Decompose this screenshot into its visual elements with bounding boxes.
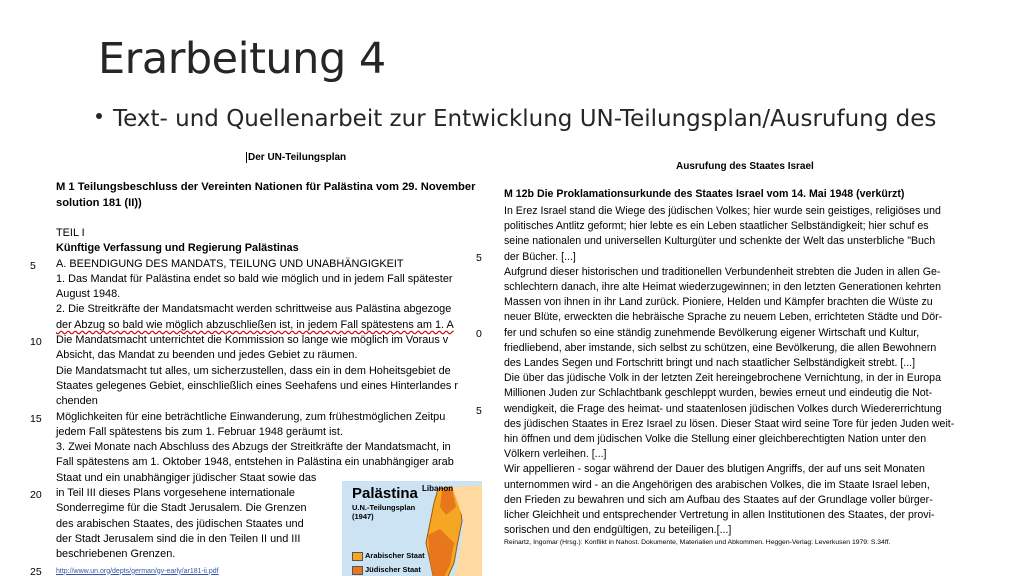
doc-line: 2. Die Streitkräfte der Mandatsmacht werden schrittweise aus Palästina abgezoge bbox=[56, 303, 452, 316]
map-title: Palästina bbox=[352, 485, 418, 502]
line-number: 5 bbox=[30, 260, 36, 272]
doc-line: seine nationalen und universellen Kulturgüter und schenkte der Welt das unsterbliche "Buch bbox=[504, 235, 936, 248]
right-doc-body bbox=[504, 204, 954, 538]
doc-line: TEIL I bbox=[56, 227, 85, 239]
legend-swatch bbox=[352, 552, 363, 561]
right-edge-number: 5 bbox=[476, 405, 482, 417]
bullet-dot-icon bbox=[96, 113, 102, 119]
legend-arab bbox=[352, 551, 425, 561]
doc-line: Millionen Juden zur Schlachtbank geschleppt wurden, bewies erneut und eindeutig die Not- bbox=[504, 387, 933, 400]
line-number: 15 bbox=[30, 413, 42, 425]
partition-map bbox=[342, 481, 482, 576]
doc-line: der Abzug so bald wie möglich abzuschließen ist, in jedem Fall spätestens am 1. A bbox=[56, 318, 454, 331]
doc-line: Völkern verleihen. [...] bbox=[504, 448, 607, 461]
doc-line: friedliebend, aber imstande, sich selbst zu schützen, eine Bevölkerung, die allen Bewohnern bbox=[504, 341, 937, 354]
doc-line: fer und schufen so eine ständig zunehmende Bevölkerung eigener Wirtschaft und Kultur, bbox=[504, 326, 920, 339]
doc-line: Die über das jüdische Volk in der letzten Zeit hereingebrochene Vernichtung, in der in Europa bbox=[504, 372, 941, 385]
legend-label: Arabischer Staat bbox=[365, 551, 425, 560]
proclamation-document bbox=[478, 148, 1024, 576]
doc-line: wendigkeit, die Frage des heimat- und staatenlosen jüdischen Volkes durch Wiedererrichtung bbox=[504, 402, 942, 415]
doc-line: Sonderregime für die Stadt Jerusalem. Die Grenzen bbox=[56, 502, 307, 515]
doc-line: hin öffnen und dem jüdischen Volke die Stellung einer gleichberechtigten Nation unter den bbox=[504, 433, 927, 446]
slide-title: Erarbeitung 4 bbox=[98, 34, 386, 84]
legend-jewish bbox=[352, 565, 421, 575]
map-subtitle-line: U.N.-Teilungsplan bbox=[352, 503, 416, 512]
doc-line: 3. Zwei Monate nach Abschluss des Abzugs der Streitkräfte der Mandatsmacht, in bbox=[56, 441, 451, 454]
source-link[interactable]: http://www.un.org/depts/german/gv-early/ar181-ii.pdf bbox=[56, 567, 219, 575]
left-doc-heading: Der UN-Teilungsplan bbox=[248, 152, 347, 163]
line-number: 10 bbox=[30, 336, 42, 348]
doc-line: beschriebenen Grenzen. bbox=[56, 548, 176, 561]
left-doc-title-line: solution 181 (II)) bbox=[56, 197, 142, 209]
doc-line: unternommen wird - an die Angehörigen des arabischen Volkes, die im Staate Israel leben, bbox=[504, 478, 930, 491]
doc-line: Möglichkeiten für eine beträchtliche Einwanderung, zum frühestmöglichen Zeitpu bbox=[56, 410, 446, 423]
doc-line: neuer Blüte, erweckten die hebräische Sprache zu neuem Leben, errichteten Städte und Dör- bbox=[504, 311, 943, 324]
doc-line: Die Mandatsmacht unterrichtet die Kommission so lange wie möglich im Voraus v bbox=[56, 334, 449, 347]
doc-line: der Stadt Jerusalem sind die in den Teilen II und III bbox=[56, 532, 301, 545]
right-edge-number: 5 bbox=[476, 252, 482, 264]
doc-line: A. BEENDIGUNG DES MANDATS, TEILUNG UND UNABHÄNGIGKEIT bbox=[56, 257, 404, 270]
doc-line: Absicht, das Mandat zu beenden und jedes Gebiet zu räumen. bbox=[56, 349, 358, 362]
right-doc-heading: Ausrufung des Staates Israel bbox=[676, 161, 814, 172]
doc-line: Fall spätestens am 1. Oktober 1948, entstehen in Palästina ein unabhängiger arab bbox=[56, 456, 454, 469]
left-doc-title bbox=[56, 179, 475, 211]
bullet-text: Text- und Quellenarbeit zur Entwicklung UN-Teilungsplan/Ausrufung des bbox=[113, 106, 937, 132]
line-number: 25 bbox=[30, 566, 42, 576]
doc-line: den Frieden zu bewahren und sich am Aufbau des Staates auf der Grundlage voller bürger- bbox=[504, 493, 933, 506]
legend-label: Jüdischer Staat bbox=[365, 565, 421, 574]
doc-line: jedem Fall spätestens bis zum 1. Februar 1948 geräumt ist. bbox=[56, 425, 343, 438]
doc-line: Staates gelegenes Gebiet, einschließlich eines Seehafens und eines Hinterlandes r bbox=[56, 379, 458, 392]
doc-line: sorischen und den endgültigen, zu beteiligen.[...] bbox=[504, 524, 732, 537]
left-doc-title-line: M 1 Teilungsbeschluss der Vereinten Nationen für Palästina vom 29. November bbox=[56, 181, 476, 193]
doc-line: in Teil III dieses Plans vorgesehene internationale bbox=[56, 487, 295, 500]
right-doc-source: Reinartz, Ingomar (Hrsg.): Konflikt in Nahost. Dokumente, Materialien und Abkommen. Heggen-Verlag: Leverkusen 1979: S.34ff. bbox=[504, 539, 891, 546]
doc-line: licher Gleichheit und entsprechender Vertretung in allen Institutionen des Staates, der provi- bbox=[504, 509, 935, 522]
right-edge-number: 0 bbox=[476, 328, 482, 340]
un-partition-plan-document bbox=[0, 148, 482, 576]
line-number: 20 bbox=[30, 489, 42, 501]
doc-line: des arabischen Staates, des jüdischen Staates und bbox=[56, 517, 304, 530]
doc-line: schlechtern danach, ihre alte Heimat wiederzugewinnen; in den letzten Generationen kehrten bbox=[504, 281, 941, 294]
doc-line: chenden bbox=[56, 395, 98, 408]
slide-bullet bbox=[96, 106, 936, 132]
map-subtitle-line: (1947) bbox=[352, 512, 374, 521]
doc-line: politisches Antlitz geformt; hier lebte es ein Leben staatlicher Selbständigkeit; hier schuf es bbox=[504, 220, 929, 233]
doc-line: In Erez Israel stand die Wiege des jüdischen Volkes; hier wurde sein geistiges, religiöses und bbox=[504, 205, 941, 217]
doc-line: Staat und ein unabhängiger jüdischer Staat sowie das bbox=[56, 471, 317, 484]
legend-swatch bbox=[352, 566, 363, 575]
doc-line: Die Mandatsmacht tut alles, um sicherzustellen, dass ein in dem Hoheitsgebiet de bbox=[56, 364, 451, 377]
map-neighbor-label: Libanon bbox=[422, 484, 454, 493]
doc-line: Aufgrund dieser historischen und traditionellen Verbundenheit strebten die Juden in allen Ge- bbox=[504, 265, 941, 278]
doc-line: Künftige Verfassung und Regierung Palästinas bbox=[56, 242, 299, 255]
doc-line: der Bücher. [...] bbox=[504, 250, 576, 263]
doc-line: Wir appellieren - sogar während der Dauer des blutigen Angriffs, der auf uns seit Monaten bbox=[504, 463, 925, 476]
doc-line: des jüdischen Staates in Erez Israel zu lösen. Dieser Staat wird seine Tore für jeden Juden weit- bbox=[504, 417, 955, 430]
doc-line: 1. Das Mandat für Palästina endet so bald wie möglich und in jedem Fall spätester bbox=[56, 272, 453, 285]
doc-line: August 1948. bbox=[56, 288, 121, 301]
right-doc-title: M 12b Die Proklamationsurkunde des Staates Israel vom 14. Mai 1948 (verkürzt) bbox=[504, 188, 905, 200]
doc-line: des Landes Segen und Fortschritt bringt und nach staatlicher Selbständigkeit strebt. [...] bbox=[504, 357, 916, 370]
doc-line: Massen von ihnen in ihr Land zurück. Pioniere, Helden und Kämpfer brachten die Wüste zu bbox=[504, 296, 933, 309]
map-subtitle bbox=[352, 503, 415, 521]
